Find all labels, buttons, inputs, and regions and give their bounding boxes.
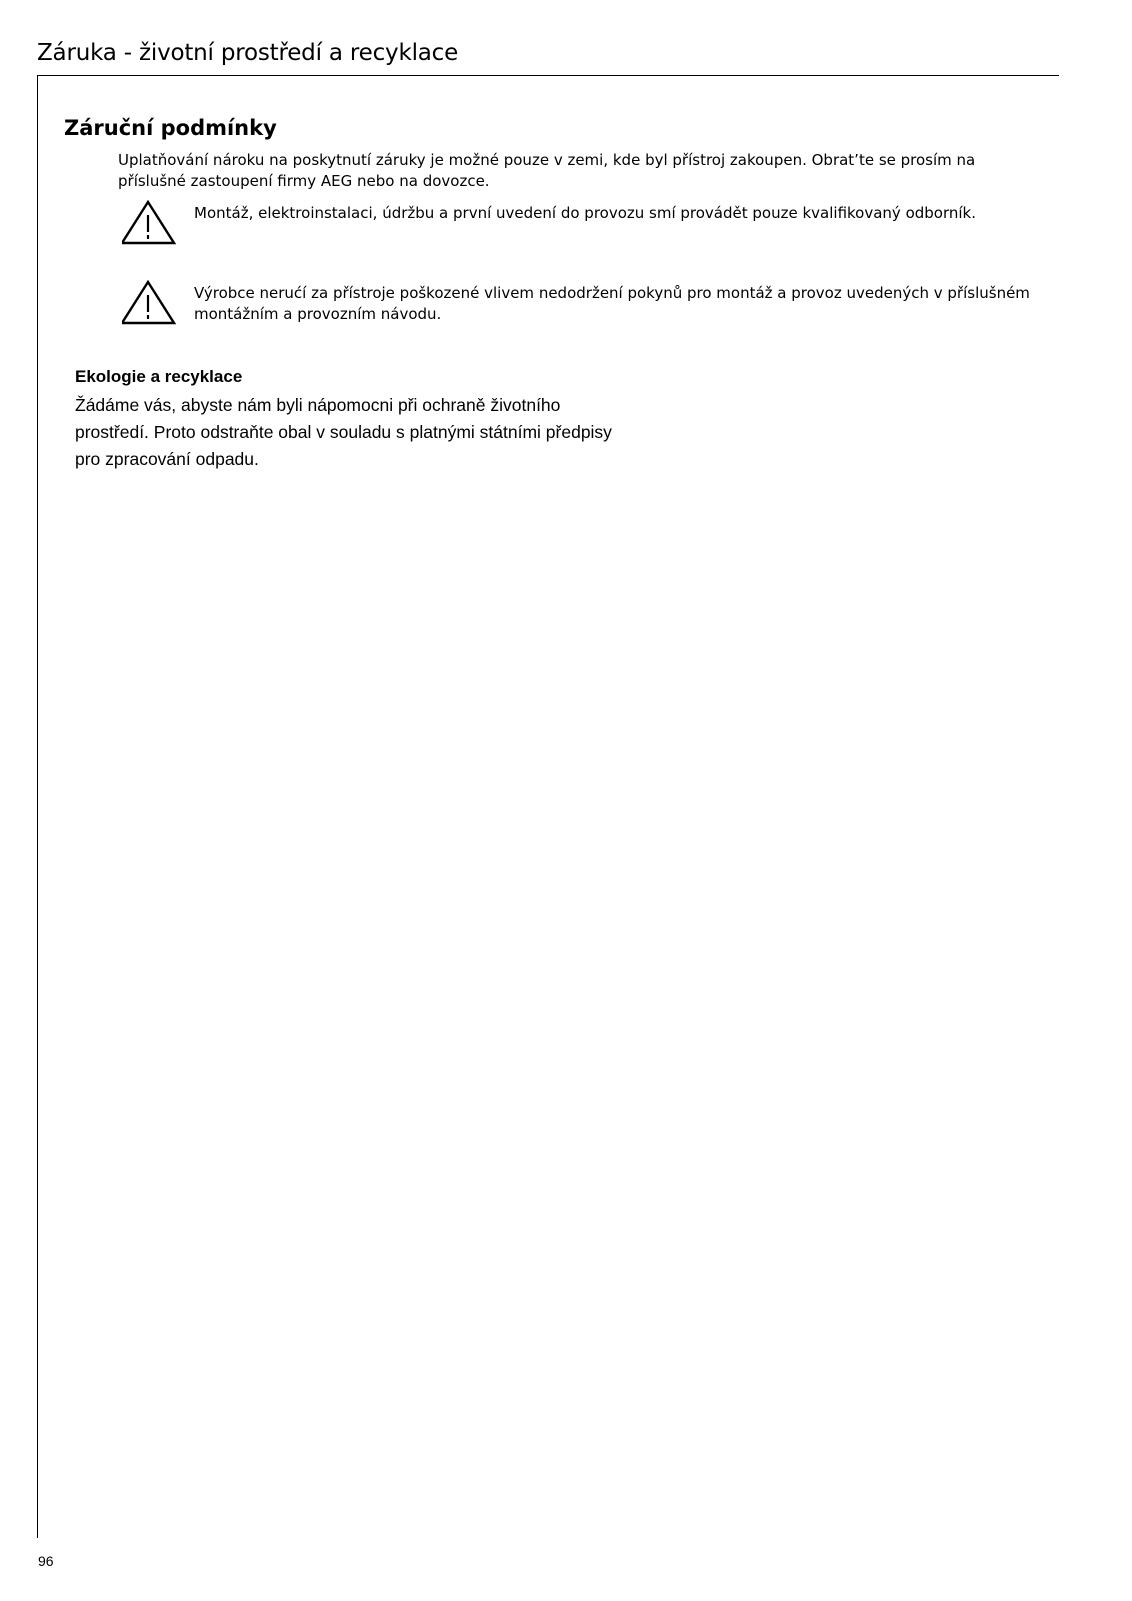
left-margin-rule: [37, 75, 38, 1538]
ecology-section-title: Ekologie a recyklace: [75, 367, 243, 386]
page-number: 96: [38, 1553, 54, 1569]
warranty-section-title: Záruční podmínky: [64, 116, 277, 140]
warning-text: Montáž, elektroinstalaci, údržbu a první uvedení do provozu smí provádět pouze kvalifikovaný odborník.: [194, 204, 976, 222]
warning-text: Výrobce nerućí za přístroje poškozené vlivem nedodržení pokynů pro montáž a provoz uvedených v příslušném montážním a provozním návodu.: [194, 284, 1030, 323]
page-header-title: Záruka - životní prostředí a recyklace: [37, 40, 459, 66]
warranty-intro-text: Uplatňování nároku na poskytnutí záruky je možné pouze v zemi, kde byl přístroj zakoupen. Obrat’te se prosím na příslušné zastoupení firmy AEG nebo na dovozce.: [118, 151, 976, 190]
warning-triangle-icon: [122, 200, 176, 246]
header-divider: [37, 75, 1059, 76]
ecology-body-text: Žádáme vás, abyste nám byli nápomocni při ochraně životního prostředí. Proto odstraňte obal v souladu s platnými státními předpisy pro zpracování odpadu.: [75, 395, 612, 469]
warning-triangle-icon: [122, 280, 176, 326]
